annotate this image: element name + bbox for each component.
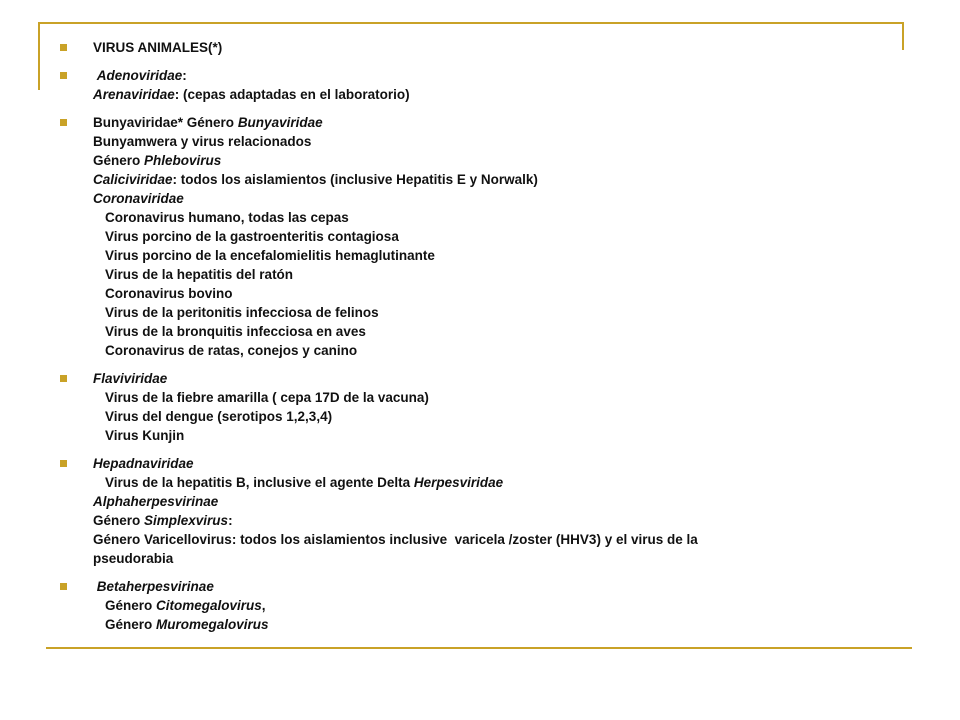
italic-term: Hepadnaviridae	[93, 456, 194, 471]
text-line	[93, 388, 900, 407]
text-line	[93, 454, 900, 473]
italic-term: Flaviviridae	[93, 371, 168, 386]
text-segment: Virus de la bronquitis infecciosa en aves	[105, 324, 366, 339]
text-line	[93, 615, 900, 634]
text-line	[93, 132, 900, 151]
text-line	[93, 530, 900, 549]
italic-term: Coronaviridae	[93, 191, 184, 206]
bullet-item	[60, 577, 900, 634]
bullet-item	[60, 113, 900, 360]
top-left-rule-tick	[38, 22, 40, 90]
text-line	[93, 473, 900, 492]
square-bullet-icon	[60, 460, 67, 467]
top-rule	[38, 22, 904, 24]
text-segment: Virus porcino de la gastroenteritis contagiosa	[105, 229, 399, 244]
text-line	[93, 549, 900, 568]
text-segment: ,	[261, 598, 266, 613]
italic-term: Phlebovirus	[144, 153, 222, 168]
italic-term: Caliciviridae	[93, 172, 173, 187]
bullet-item	[60, 369, 900, 445]
text-segment: Género	[93, 513, 145, 528]
bullet-item	[60, 38, 900, 57]
text-segment: Coronavirus humano, todas las cepas	[105, 210, 349, 225]
text-line	[93, 303, 900, 322]
text-line	[93, 246, 900, 265]
square-bullet-icon	[60, 72, 67, 79]
italic-term: Arenaviridae	[93, 87, 175, 102]
text-segment: Género	[93, 153, 145, 168]
text-line	[93, 170, 900, 189]
text-segment: Bunyaviridae* Género	[93, 115, 238, 130]
bullet-list	[60, 38, 900, 634]
italic-term: Muromegalovirus	[156, 617, 269, 632]
text-line	[93, 113, 900, 132]
text-line	[93, 492, 900, 511]
text-line	[93, 189, 900, 208]
text-line	[93, 369, 900, 388]
text-segment: Virus de la hepatitis del ratón	[105, 267, 294, 282]
square-bullet-icon	[60, 583, 67, 590]
text-line	[93, 265, 900, 284]
text-segment: : (cepas adaptadas en el laboratorio)	[174, 87, 410, 102]
text-line	[93, 38, 900, 57]
bullet-item	[60, 454, 900, 568]
bullet-item	[60, 66, 900, 104]
text-line	[93, 407, 900, 426]
text-segment: Virus de la hepatitis B, inclusive el agente Delta	[105, 475, 414, 490]
text-segment: Virus porcino de la encefalomielitis hemaglutinante	[105, 248, 435, 263]
text-line	[93, 341, 900, 360]
text-segment: : todos los aislamientos (inclusive Hepatitis E y Norwalk)	[172, 172, 538, 187]
text-line	[93, 322, 900, 341]
text-line	[93, 284, 900, 303]
text-line	[93, 426, 900, 445]
text-segment: :	[182, 68, 187, 83]
italic-term: Alphaherpesvirinae	[93, 494, 219, 509]
top-right-rule-tick	[902, 22, 904, 50]
square-bullet-icon	[60, 119, 67, 126]
italic-term: Herpesviridae	[413, 475, 504, 490]
text-segment: Coronavirus de ratas, conejos y canino	[105, 343, 358, 358]
square-bullet-icon	[60, 375, 67, 382]
text-segment: Género Varicellovirus: todos los aislamientos inclusive varicela /zoster (HHV3) y el virus de la	[93, 532, 698, 547]
text-segment: Virus de la fiebre amarilla ( cepa 17D de la vacuna)	[105, 390, 429, 405]
text-segment: Coronavirus bovino	[105, 286, 233, 301]
text-segment: Género	[105, 617, 157, 632]
text-line	[93, 208, 900, 227]
text-segment: Virus de la peritonitis infecciosa de felinos	[105, 305, 379, 320]
text-segment: Bunyamwera y virus relacionados	[93, 134, 312, 149]
slide-content	[60, 38, 900, 643]
text-segment: Virus del dengue (serotipos 1,2,3,4)	[105, 409, 333, 424]
italic-term: Adenoviridae	[96, 68, 183, 83]
text-line	[93, 85, 900, 104]
text-line	[93, 511, 900, 530]
square-bullet-icon	[60, 44, 67, 51]
text-segment: :	[228, 513, 233, 528]
text-segment: Género	[105, 598, 157, 613]
bottom-rule	[46, 647, 912, 649]
text-line	[93, 596, 900, 615]
text-segment: Virus Kunjin	[105, 428, 185, 443]
italic-term: Citomegalovirus	[156, 598, 262, 613]
text-line	[93, 151, 900, 170]
text-segment: pseudorabia	[93, 551, 174, 566]
text-segment: VIRUS ANIMALES(*)	[93, 40, 223, 55]
italic-term: Bunyaviridae	[237, 115, 323, 130]
italic-term: Betaherpesvirinae	[96, 579, 214, 594]
italic-term: Simplexvirus	[144, 513, 229, 528]
text-line	[93, 66, 900, 85]
text-line	[93, 577, 900, 596]
text-line	[93, 227, 900, 246]
